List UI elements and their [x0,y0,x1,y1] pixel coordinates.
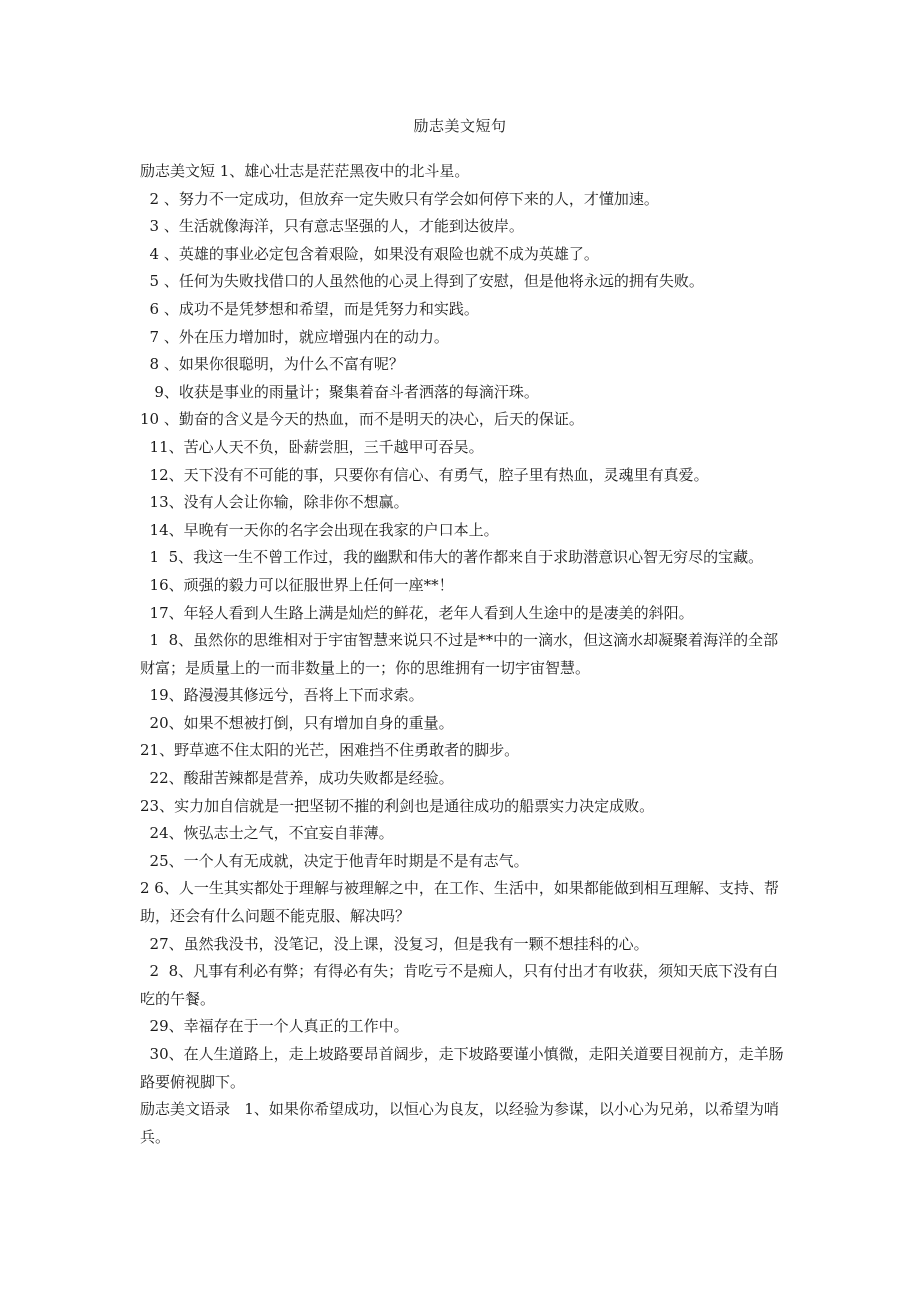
paragraph: 9、收获是事业的雨量计；聚集着奋斗者洒落的每滴汗珠。 [140,382,539,401]
paragraph: 4 、英雄的事业必定包含着艰险，如果没有艰险也就不成为英雄了。 [140,244,599,263]
paragraph: 励志美文短 1、雄心壮志是茫茫黑夜中的北斗星。 [140,162,470,180]
paragraph: 21、野草遮不住太阳的光芒，困难挡不住勇敢者的脚步。 [140,741,520,760]
paragraph: 5 、任何为失败找借口的人虽然他的心灵上得到了安慰，但是他将永远的拥有失败。 [140,272,704,291]
paragraph: 23、实力加自信就是一把坚韧不摧的利剑也是通往成功的船票实力决定成败。 [140,796,655,815]
paragraph: 12、天下没有不可能的事，只要你有信心、有勇气，腔子里有热血，灵魂里有真爱。 [140,465,709,484]
document-body [140,158,790,1151]
paragraph: 25、一个人有无成就，决定于他青年时期是不是有志气。 [140,851,529,870]
paragraph: 10 、勤奋的含义是今天的热血，而不是明天的决心，后天的保证。 [140,410,584,429]
paragraph: 励志美文语录 1、如果你希望成功，以恒心为良友，以经验为参谋，以小心为兄弟，以希望为哨兵。 [140,1100,779,1146]
paragraph: 14、早晚有一天你的名字会出现在我家的户口本上。 [140,520,499,539]
paragraph: 2 6、人一生其实都处于理解与被理解之中，在工作、生活中，如果都能做到相互理解、支持、帮助，还会有什么问题不能克服、解决吗？ [140,879,779,926]
paragraph: 30、在人生道路上，走上坡路要昂首阔步，走下坡路要谨小慎微，走阳关道要目视前方，走羊肠路要俯视脚下。 [140,1045,784,1091]
paragraph: 24、恢弘志士之气，不宜妄自菲薄。 [140,824,394,843]
page-title: 励志美文短句 [413,117,507,135]
paragraph: 27、虽然我没书，没笔记，没上课，没复习，但是我有一颗不想挂科的心。 [140,934,649,953]
paragraph: 11、苦心人天不负，卧薪尝胆，三千越甲可吞吴。 [140,437,484,456]
paragraph: 6 、成功不是凭梦想和希望，而是凭努力和实践。 [140,299,479,318]
paragraph: 16、顽强的毅力可以征服世界上任何一座**！ [140,575,454,594]
paragraph: 7 、外在压力增加时，就应增强内在的动力。 [140,327,449,346]
paragraph: 3 、生活就像海洋，只有意志坚强的人，才能到达彼岸。 [140,217,524,236]
paragraph: 8 、如果你很聪明，为什么不富有呢？ [140,355,404,374]
paragraph: 2 8、凡事有利必有弊；有得必有失；肯吃亏不是痴人，只有付出才有收获，须知天底下没有白吃的午餐。 [140,962,779,1008]
paragraph: 2 、努力不一定成功，但放弃一定失败只有学会如何停下来的人，才懂加速。 [140,189,659,208]
paragraph: 13、没有人会让你输，除非你不想赢。 [140,493,409,512]
paragraph: 1 8、虽然你的思维相对于宇宙智慧来说只不过是**中的一滴水，但这滴水却凝聚着海洋的全部财富；是质量上的一而非数量上的一；你的思维拥有一切宇宙智慧。 [140,631,779,677]
paragraph: 19、路漫漫其修远兮，吾将上下而求索。 [140,686,424,705]
paragraph: 17、年轻人看到人生路上满是灿烂的鲜花，老年人看到人生途中的是凄美的斜阳。 [140,603,694,622]
paragraph: 20、如果不想被打倒，只有增加自身的重量。 [140,713,454,732]
paragraph: 1 5、我这一生不曾工作过，我的幽默和伟大的著作都来自于求助潜意识心智无穷尽的宝藏。 [140,548,764,567]
paragraph: 29、幸福存在于一个人真正的工作中。 [140,1017,409,1036]
paragraph: 22、酸甜苦辣都是营养，成功失败都是经验。 [140,769,454,788]
